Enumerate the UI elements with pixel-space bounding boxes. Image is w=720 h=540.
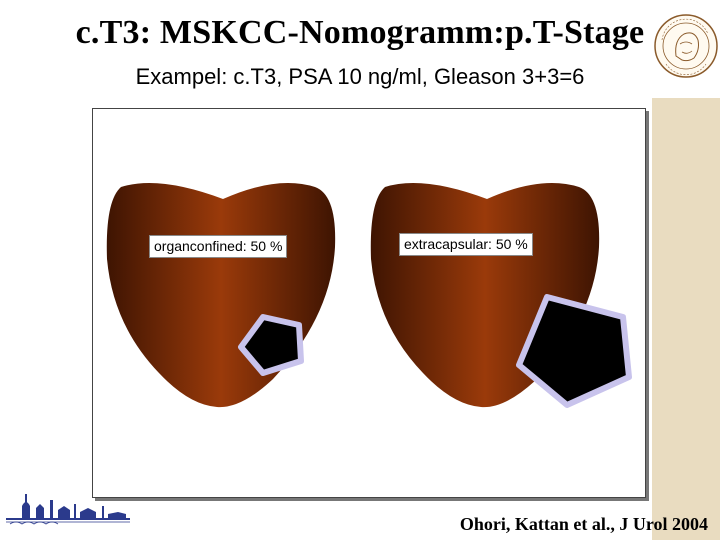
slide-title: c.T3: MSKCC-Nomogramm:p.T-Stage	[75, 14, 645, 51]
university-seal-logo	[644, 0, 720, 86]
figure-panel	[92, 108, 646, 498]
dresden-skyline-logo	[6, 490, 130, 526]
label-organconfined: organconfined: 50 %	[149, 235, 287, 258]
organ-left	[107, 183, 335, 407]
citation: Ohori, Kattan et al., J Urol 2004	[459, 514, 708, 534]
label-extracapsular: extracapsular: 50 %	[399, 233, 533, 256]
decorative-side-band	[652, 98, 720, 540]
prostate-diagram	[93, 109, 645, 497]
slide-subtitle: Exampel: c.T3, PSA 10 ng/ml, Gleason 3+3=6	[135, 64, 585, 89]
